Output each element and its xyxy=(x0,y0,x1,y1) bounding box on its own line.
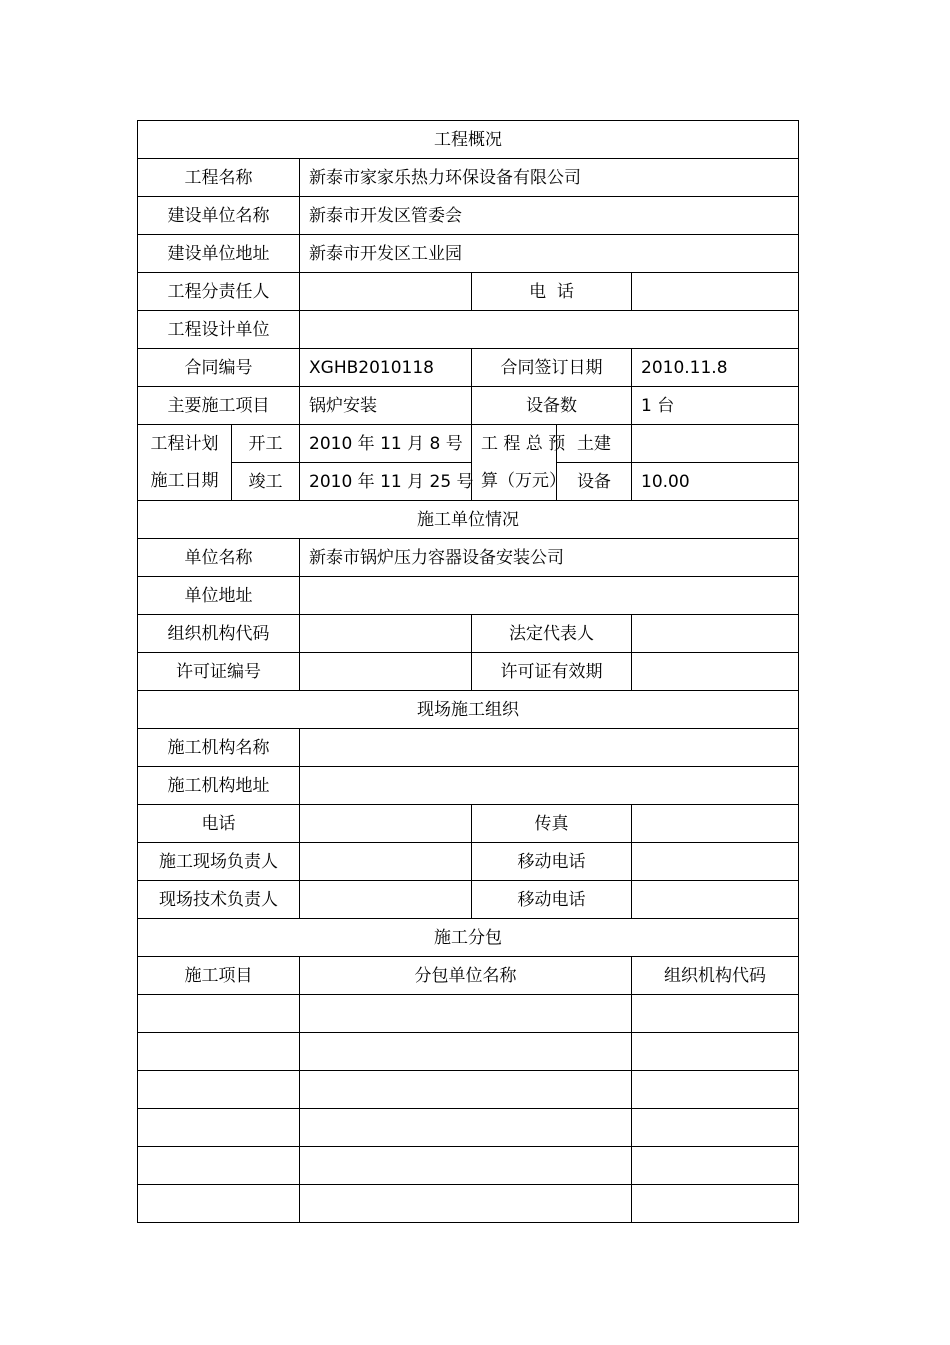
sub-code-cell[interactable] xyxy=(632,1147,799,1185)
sub-item-cell[interactable] xyxy=(138,1185,300,1223)
table-row xyxy=(138,1147,799,1185)
section-title-overview: 工程概况 xyxy=(138,121,799,159)
label-equipment: 设备 xyxy=(557,463,632,501)
label-plan-1: 工程计划 xyxy=(138,425,232,463)
label-project-name: 工程名称 xyxy=(138,159,300,197)
label-org-code: 组织机构代码 xyxy=(138,615,300,653)
label-org-address: 施工机构地址 xyxy=(138,767,300,805)
label-site-phone: 电话 xyxy=(138,805,300,843)
table-row xyxy=(138,995,799,1033)
label-equipment-count: 设备数 xyxy=(472,387,632,425)
label-site-manager: 施工现场负责人 xyxy=(138,843,300,881)
sub-code-cell[interactable] xyxy=(632,1185,799,1223)
value-fax[interactable] xyxy=(632,805,799,843)
label-design-unit: 工程设计单位 xyxy=(138,311,300,349)
value-unit-address[interactable] xyxy=(300,577,799,615)
sub-code-cell[interactable] xyxy=(632,1033,799,1071)
label-mobile-2: 移动电话 xyxy=(472,881,632,919)
label-tech-manager: 现场技术负责人 xyxy=(138,881,300,919)
label-contract-no: 合同编号 xyxy=(138,349,300,387)
label-budget-1: 工 程 总 预 xyxy=(472,425,557,463)
value-project-name[interactable]: 新泰市家家乐热力环保设备有限公司 xyxy=(300,159,799,197)
label-license-no: 许可证编号 xyxy=(138,653,300,691)
col-header-name: 分包单位名称 xyxy=(300,957,632,995)
sub-code-cell[interactable] xyxy=(632,1109,799,1147)
table-row xyxy=(138,1033,799,1071)
label-budget-2: 算（万元） xyxy=(472,463,557,501)
sub-name-cell[interactable] xyxy=(300,1147,632,1185)
col-header-code: 组织机构代码 xyxy=(632,957,799,995)
label-unit-name: 单位名称 xyxy=(138,539,300,577)
value-org-code[interactable] xyxy=(300,615,472,653)
value-org-address[interactable] xyxy=(300,767,799,805)
value-org-name[interactable] xyxy=(300,729,799,767)
section-title-contractor: 施工单位情况 xyxy=(138,501,799,539)
value-phone[interactable] xyxy=(632,273,799,311)
table-row xyxy=(138,1071,799,1109)
label-unit-address: 单位地址 xyxy=(138,577,300,615)
label-manager: 工程分责任人 xyxy=(138,273,300,311)
label-org-name: 施工机构名称 xyxy=(138,729,300,767)
value-unit-name[interactable]: 新泰市锅炉压力容器设备安装公司 xyxy=(300,539,799,577)
value-owner-address[interactable]: 新泰市开发区工业园 xyxy=(300,235,799,273)
sub-name-cell[interactable] xyxy=(300,1071,632,1109)
value-tech-manager[interactable] xyxy=(300,881,472,919)
value-mobile-1[interactable] xyxy=(632,843,799,881)
label-owner-name: 建设单位名称 xyxy=(138,197,300,235)
value-owner-name[interactable]: 新泰市开发区管委会 xyxy=(300,197,799,235)
label-end: 竣工 xyxy=(232,463,300,501)
sub-item-cell[interactable] xyxy=(138,995,300,1033)
value-legal-rep[interactable] xyxy=(632,615,799,653)
value-civil[interactable] xyxy=(632,425,799,463)
sub-item-cell[interactable] xyxy=(138,1109,300,1147)
value-license-valid[interactable] xyxy=(632,653,799,691)
value-start-date[interactable]: 2010 年 11 月 8 号 xyxy=(300,425,472,463)
label-mobile-1: 移动电话 xyxy=(472,843,632,881)
sub-item-cell[interactable] xyxy=(138,1147,300,1185)
table-row xyxy=(138,1109,799,1147)
label-fax: 传真 xyxy=(472,805,632,843)
label-contract-date: 合同签订日期 xyxy=(472,349,632,387)
col-header-item: 施工项目 xyxy=(138,957,300,995)
value-main-item[interactable]: 锅炉安装 xyxy=(300,387,472,425)
sub-item-cell[interactable] xyxy=(138,1033,300,1071)
value-equipment[interactable]: 10.00 xyxy=(632,463,799,501)
value-manager[interactable] xyxy=(300,273,472,311)
value-site-phone[interactable] xyxy=(300,805,472,843)
label-legal-rep: 法定代表人 xyxy=(472,615,632,653)
label-civil: 土建 xyxy=(557,425,632,463)
project-registration-form xyxy=(137,120,799,1223)
value-design-unit[interactable] xyxy=(300,311,799,349)
sub-name-cell[interactable] xyxy=(300,1109,632,1147)
value-contract-no[interactable]: XGHB2010118 xyxy=(300,349,472,387)
sub-code-cell[interactable] xyxy=(632,995,799,1033)
value-end-date[interactable]: 2010 年 11 月 25 号 xyxy=(300,463,472,501)
section-title-site: 现场施工组织 xyxy=(138,691,799,729)
value-contract-date[interactable]: 2010.11.8 xyxy=(632,349,799,387)
sub-item-cell[interactable] xyxy=(138,1071,300,1109)
table-row xyxy=(138,1185,799,1223)
sub-name-cell[interactable] xyxy=(300,995,632,1033)
value-site-manager[interactable] xyxy=(300,843,472,881)
value-equipment-count[interactable]: 1 台 xyxy=(632,387,799,425)
label-main-item: 主要施工项目 xyxy=(138,387,300,425)
label-license-valid: 许可证有效期 xyxy=(472,653,632,691)
value-mobile-2[interactable] xyxy=(632,881,799,919)
label-plan-2: 施工日期 xyxy=(138,463,232,501)
sub-name-cell[interactable] xyxy=(300,1185,632,1223)
label-phone: 电 话 xyxy=(472,273,632,311)
sub-name-cell[interactable] xyxy=(300,1033,632,1071)
label-start: 开工 xyxy=(232,425,300,463)
label-owner-address: 建设单位地址 xyxy=(138,235,300,273)
sub-code-cell[interactable] xyxy=(632,1071,799,1109)
section-title-subcontract: 施工分包 xyxy=(138,919,799,957)
value-license-no[interactable] xyxy=(300,653,472,691)
